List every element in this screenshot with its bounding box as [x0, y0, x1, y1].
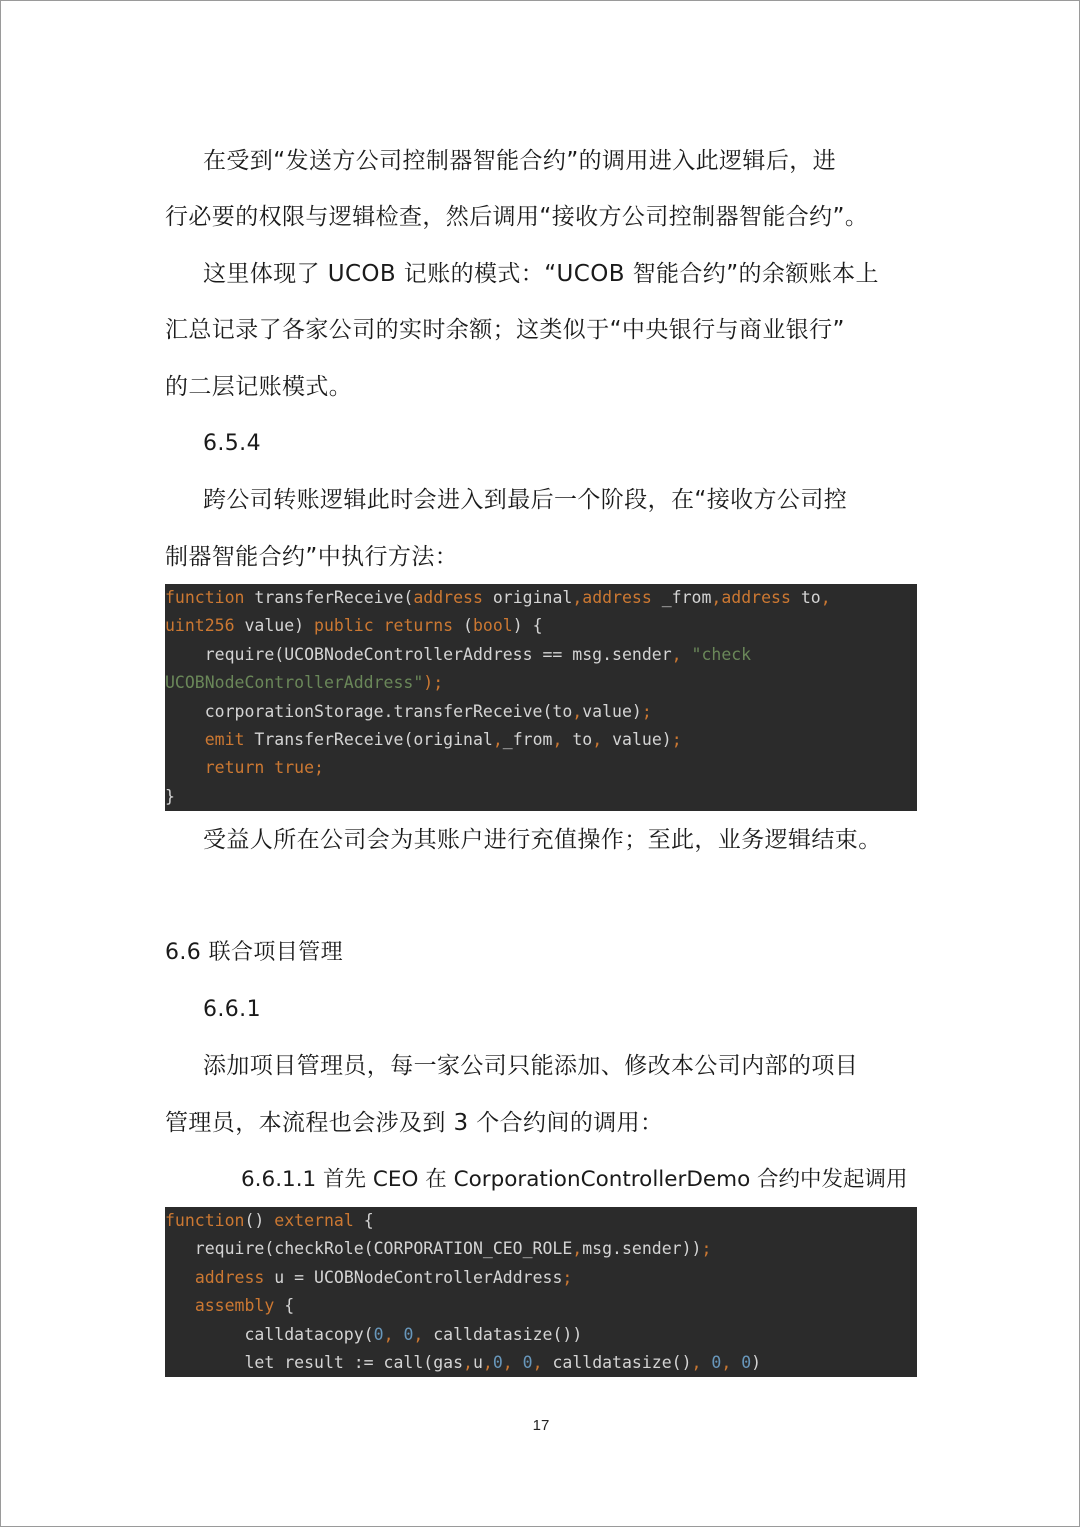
section-heading-6-6-1: 6.6.1	[203, 997, 261, 1022]
code-line: let result := call(gas,u,0, 0, calldatasize(), 0, 0)	[165, 1352, 762, 1372]
section-heading-6-5-4: 6.5.4	[203, 431, 261, 456]
code-line: calldatacopy(0, 0, calldatasize())	[165, 1324, 583, 1344]
code-line: function() external {	[165, 1211, 374, 1230]
paragraph-line: 汇总记录了各家公司的实时余额；这类似于“中央银行与商业银行”	[165, 317, 845, 343]
code-line: require(UCOBNodeControllerAddress == msg.sender, "check	[165, 644, 752, 664]
code-line: corporationStorage.transferReceive(to,value);	[165, 701, 652, 721]
code-line: assembly {	[194, 1296, 295, 1316]
code-line: uint256 value) public returns (bool) {	[165, 616, 543, 636]
paragraph-line: 跨公司转账逻辑此时会进入到最后一个阶段，在“接收方公司控	[203, 487, 848, 513]
code-line: require(checkRole(CORPORATION_CEO_ROLE,msg.sender));	[165, 1239, 712, 1259]
paragraph-line: 受益人所在公司会为其账户进行充值操作；至此，业务逻辑结束。	[203, 827, 882, 853]
section-heading-6-6: 6.6 联合项目管理	[165, 940, 343, 965]
code-line: UCOBNodeControllerAddress");	[165, 673, 444, 693]
paragraph-line: 行必要的权限与逻辑检查，然后调用“接收方公司控制器智能合约”。	[165, 204, 869, 230]
code-line: return true;	[204, 758, 324, 778]
code-line: emit TransferReceive(original,_from, to, value);	[204, 729, 682, 749]
paragraph-line: 制器智能合约”中执行方法：	[165, 544, 459, 570]
code-line: address u = UCOBNodeControllerAddress;	[194, 1267, 573, 1287]
code-block-transfer-receive	[165, 584, 917, 811]
paragraph-line: 这里体现了 UCOB 记账的模式：“UCOB 智能合约”的余额账本上	[203, 261, 879, 287]
paragraph-line: 的二层记账模式。	[165, 374, 353, 400]
code-line: }	[165, 786, 175, 806]
section-heading-6-6-1-1: 6.6.1.1 首先 CEO 在 CorporationControllerDemo 合约中发起调用	[241, 1167, 908, 1192]
paragraph-line: 管理员，本流程也会涉及到 3 个合约间的调用：	[165, 1110, 664, 1136]
code-block-external-function	[165, 1207, 917, 1377]
page-number: 17	[532, 1417, 550, 1434]
code-line: function transferReceive(address original,address _from,address to,	[165, 588, 831, 607]
paragraph-line: 在受到“发送方公司控制器智能合约”的调用进入此逻辑后，进	[203, 148, 837, 174]
paragraph-line: 添加项目管理员，每一家公司只能添加、修改本公司内部的项目	[203, 1053, 859, 1079]
